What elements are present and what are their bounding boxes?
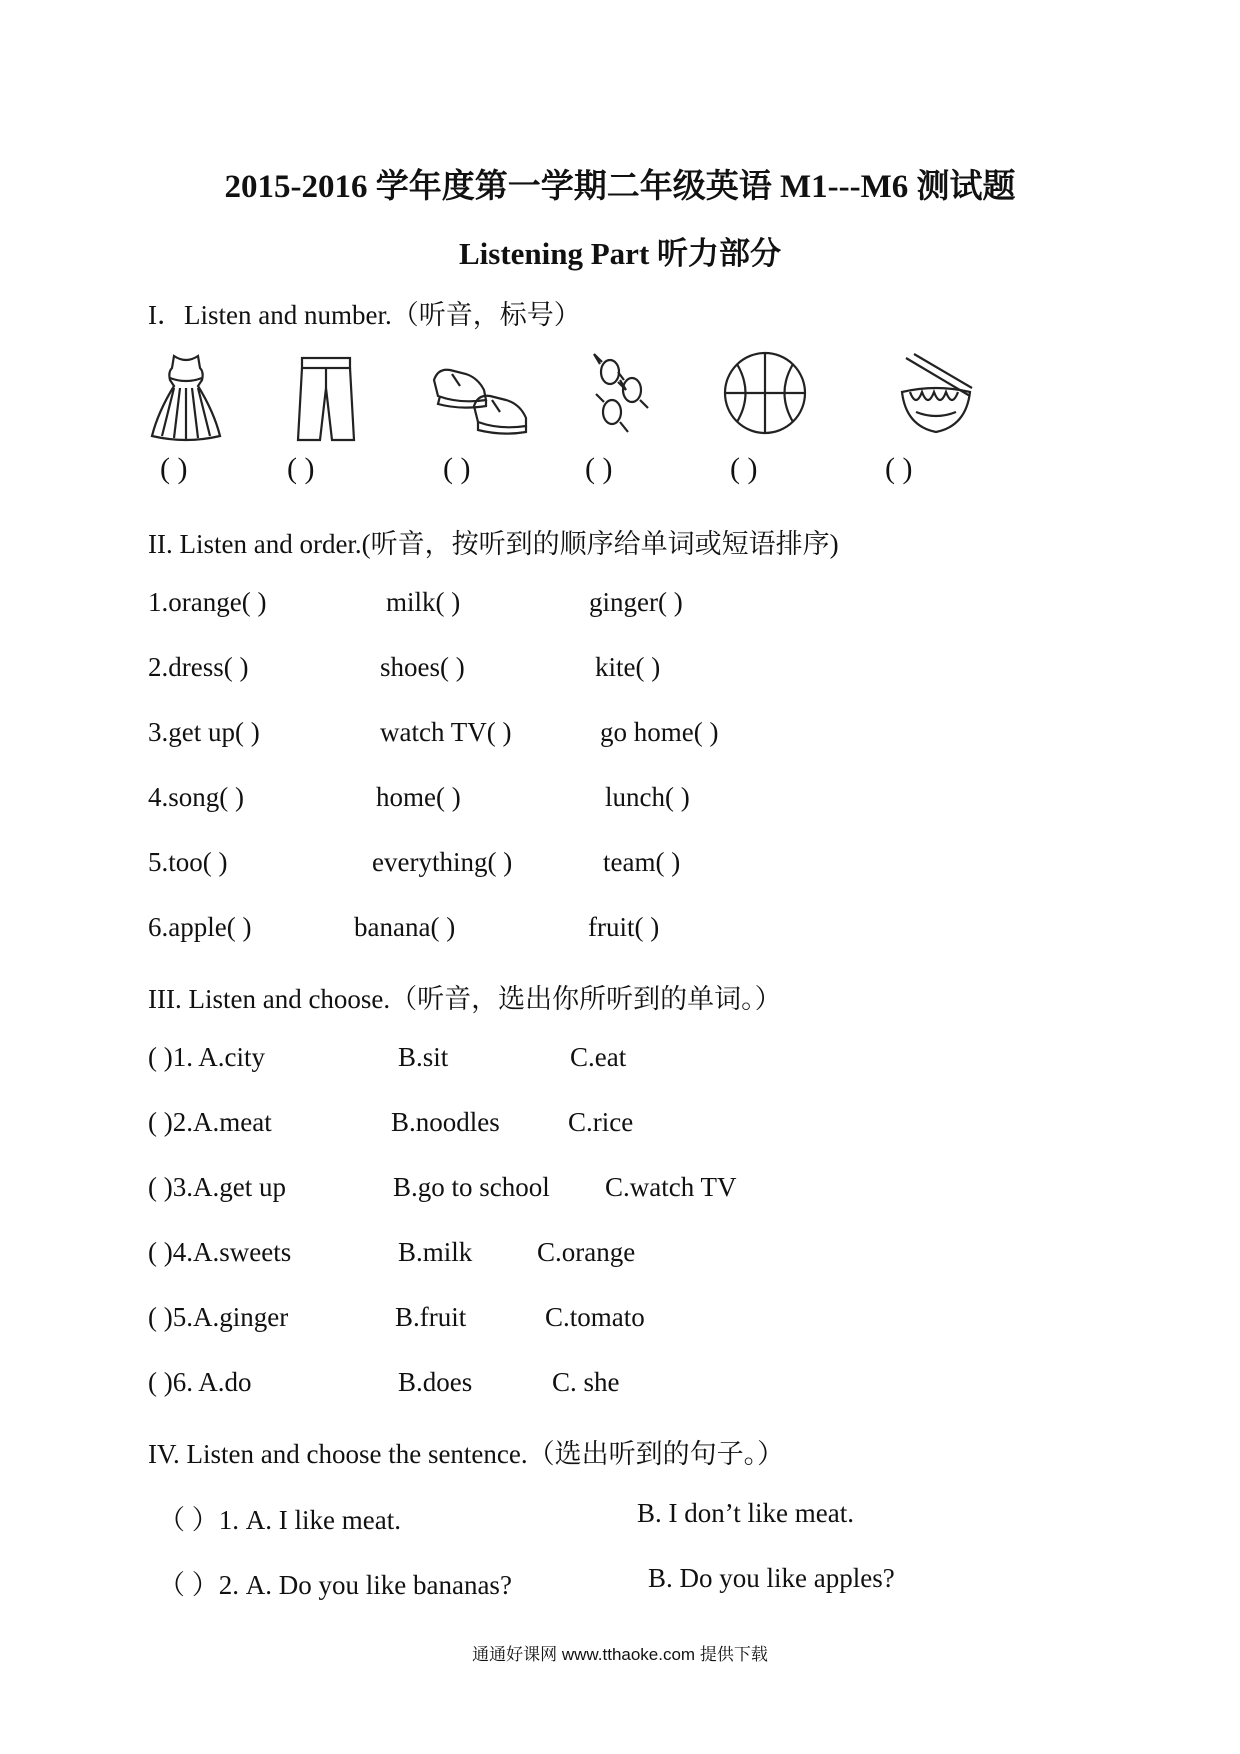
order-item: banana( ) <box>354 912 456 942</box>
order-item: lunch( ) <box>605 782 690 812</box>
order-item: ginger( ) <box>589 587 683 617</box>
choose-question: ( )3.A.get up <box>148 1172 286 1202</box>
sentence-option-b: B. Do you like apples? <box>648 1563 895 1593</box>
shoes-icon <box>430 360 530 438</box>
dress-icon <box>148 352 224 442</box>
choose-question: ( )4.A.sweets <box>148 1237 292 1267</box>
noodles-icon <box>896 352 976 438</box>
choose-option-b: B.fruit <box>395 1302 467 1332</box>
choose-option-c: C.watch TV <box>605 1172 737 1202</box>
order-item: team( ) <box>603 847 681 877</box>
order-item: home( ) <box>376 782 461 812</box>
order-item: shoes( ) <box>380 652 465 682</box>
order-item: watch TV( ) <box>380 717 512 747</box>
number-blank-6[interactable]: ( ) <box>885 452 913 485</box>
number-blank-4[interactable]: ( ) <box>585 452 613 485</box>
choose-question: ( )6. A.do <box>148 1367 252 1397</box>
order-item: 6.apple( ) <box>148 912 252 942</box>
number-blank-2[interactable]: ( ) <box>287 452 315 485</box>
ball-icon <box>722 350 808 436</box>
choose-option-c: C.rice <box>568 1107 634 1137</box>
order-item: 2.dress( ) <box>148 652 249 682</box>
choose-option-b: B.does <box>398 1367 473 1397</box>
choose-question: ( )5.A.ginger <box>148 1302 289 1332</box>
trousers-icon <box>294 354 358 442</box>
number-blank-5[interactable]: ( ) <box>730 452 758 485</box>
section1-heading: I．Listen and number.（听音，标号） <box>148 300 581 330</box>
order-item: kite( ) <box>595 652 661 682</box>
page-subtitle: Listening Part 听力部分 <box>458 236 782 271</box>
choose-option-c: C. she <box>552 1367 620 1397</box>
section2-heading: II. Listen and order.(听音，按听到的顺序给单词或短语排序) <box>148 529 839 559</box>
choose-option-b: B.go to school <box>393 1172 550 1202</box>
order-item: go home( ) <box>600 717 719 747</box>
section3-heading: III. Listen and choose.（听音，选出你所听到的单词。） <box>148 984 782 1014</box>
choose-option-c: C.orange <box>537 1237 636 1267</box>
choose-option-c: C.tomato <box>545 1302 645 1332</box>
order-item: 1.orange( ) <box>148 587 267 617</box>
choose-option-b: B.milk <box>398 1237 473 1267</box>
order-item: milk( ) <box>386 587 461 617</box>
order-item: 5.too( ) <box>148 847 228 877</box>
number-blank-3[interactable]: ( ) <box>443 452 471 485</box>
footer-source: 通通好课网 www.tthaoke.com 提供下载 <box>472 1645 768 1664</box>
sentence-option-b: B. I don’t like meat. <box>637 1498 854 1528</box>
choose-question: ( )2.A.meat <box>148 1107 272 1137</box>
sentence-option-a: （ ）2. A. Do you like bananas? <box>158 1570 512 1600</box>
sentence-option-a: （ ）1. A. I like meat. <box>158 1505 401 1535</box>
sweets-icon <box>588 350 652 442</box>
choose-question: ( )1. A.city <box>148 1042 265 1072</box>
order-item: fruit( ) <box>588 912 660 942</box>
number-blank-1[interactable]: ( ) <box>160 452 188 485</box>
choose-option-b: B.sit <box>398 1042 449 1072</box>
order-item: 4.song( ) <box>148 782 244 812</box>
choose-option-b: B.noodles <box>391 1107 500 1137</box>
order-item: everything( ) <box>372 847 513 877</box>
page-title: 2015-2016 学年度第一学期二年级英语 M1---M6 测试题 <box>224 169 1016 205</box>
section4-heading: IV. Listen and choose the sentence.（选出听到的句子。） <box>148 1439 785 1469</box>
choose-option-c: C.eat <box>570 1042 627 1072</box>
order-item: 3.get up( ) <box>148 717 260 747</box>
